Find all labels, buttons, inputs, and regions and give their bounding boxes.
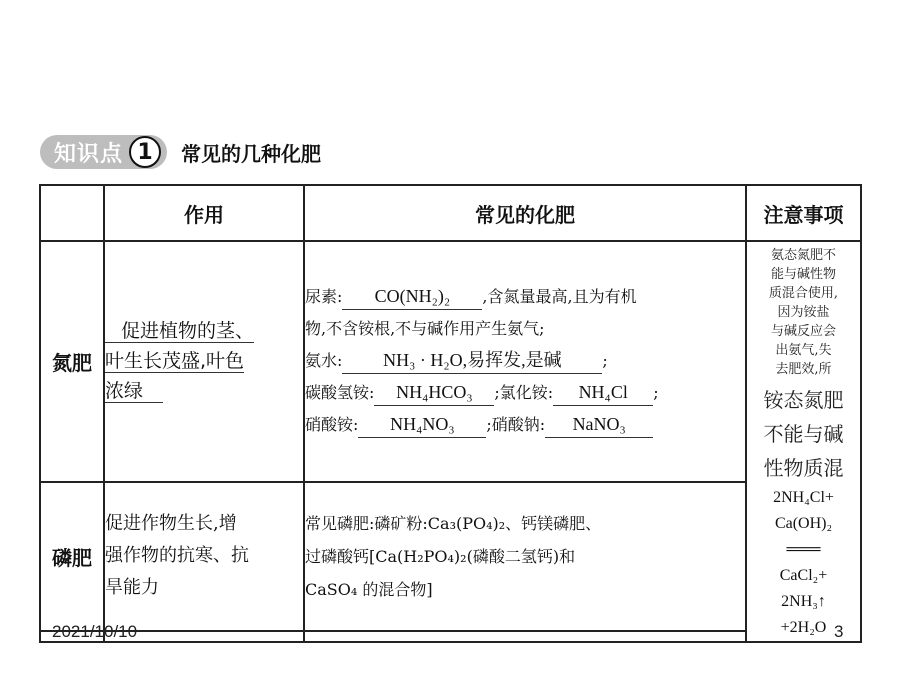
nitrogen-function-line-1: 促进植物的茎、 bbox=[105, 320, 254, 343]
equation-line-1: 2NH₄Cl+ bbox=[773, 489, 834, 506]
nitrogen-function-line-2: 叶生长茂盛,叶色 bbox=[105, 350, 245, 373]
equation-line-2: Ca(OH)₂ bbox=[774, 515, 833, 532]
notes-line-5: 与碱反应会 bbox=[770, 324, 836, 339]
knowledge-point-label: 知识点 bbox=[54, 141, 124, 167]
nitrogen-function bbox=[104, 241, 304, 482]
knowledge-point-badge bbox=[40, 135, 167, 169]
row-label-nitrogen: 氮肥 bbox=[40, 241, 104, 482]
bicarbonate-label: 碳酸氢铵: bbox=[305, 383, 375, 403]
equation-line-4: CaCl₂+ bbox=[779, 567, 828, 584]
ammonia-label: 氨水: bbox=[305, 351, 343, 371]
knowledge-point-title: 常见的几种化肥 bbox=[181, 141, 322, 166]
notes-line-7: 去肥效,所 bbox=[775, 362, 832, 377]
sodium-nitrate-formula: NaNO₃ bbox=[545, 411, 653, 438]
notes-big-line-2: 不能与碱 bbox=[763, 422, 844, 446]
sodium-nitrate-label: ;硝酸钠: bbox=[486, 415, 546, 435]
table-row-cutoff bbox=[40, 631, 861, 642]
notes-big-line-3: 性物质混 bbox=[763, 456, 844, 480]
phosphorus-line-3: CaSO₄ 的混合物] bbox=[305, 579, 433, 599]
table-row-phosphorus bbox=[40, 482, 861, 632]
header-notes: 注意事项 bbox=[746, 185, 861, 241]
cutoff-cell-3 bbox=[304, 631, 746, 642]
footer-date: 2021/10/10 bbox=[52, 622, 138, 641]
nitrate-label: 硝酸铵: bbox=[305, 415, 359, 435]
urea-desc-2: 物,不含铵根,不与碱作用产生氨气; bbox=[305, 319, 545, 339]
notes-line-4: 因为铵盐 bbox=[777, 305, 830, 320]
reaction-equation bbox=[747, 485, 860, 641]
nitrate-formula: NH₄NO₃ bbox=[358, 411, 486, 438]
header-empty bbox=[40, 185, 104, 241]
phosphorus-function-line-3: 旱能力 bbox=[105, 577, 159, 599]
phosphorus-function-line-1: 促进作物生长,增 bbox=[105, 513, 237, 535]
nitrogen-function-line-3: 浓绿 bbox=[105, 380, 163, 403]
notes-line-1: 氨态氮肥不 bbox=[770, 248, 836, 263]
table-row-nitrogen bbox=[40, 241, 861, 482]
chloride-end: ; bbox=[653, 383, 659, 403]
phosphorus-function-line-2: 强作物的抗寒、抗 bbox=[105, 545, 249, 567]
chloride-label: ;氯化铵: bbox=[494, 383, 554, 403]
notes-big-line-1: 铵态氮肥 bbox=[763, 388, 844, 412]
chloride-formula: NH₄Cl bbox=[553, 379, 653, 406]
phosphorus-function bbox=[104, 482, 304, 632]
knowledge-point-header bbox=[40, 134, 321, 170]
ammonia-formula: NH₃ · H₂O,易挥发,是碱 bbox=[342, 347, 602, 374]
equation-line-6: +2H₂O bbox=[780, 619, 827, 636]
notes-cell bbox=[746, 241, 861, 642]
row-label-phosphorus: 磷肥 bbox=[40, 482, 104, 632]
ammonia-end: ; bbox=[602, 351, 608, 371]
phosphorus-line-1: 常见磷肥:磷矿粉:Ca₃(PO₄)₂、钙镁磷肥、 bbox=[305, 513, 602, 533]
phosphorus-fertilizers bbox=[304, 482, 746, 632]
notes-small-text bbox=[747, 242, 860, 383]
fertilizer-table bbox=[39, 184, 862, 643]
notes-big-text bbox=[747, 383, 860, 485]
notes-line-2: 能与碱性物 bbox=[770, 267, 836, 282]
notes-line-6: 出氨气,失 bbox=[775, 343, 832, 358]
knowledge-point-number: 1 bbox=[129, 136, 161, 168]
equation-line-3: ═══ bbox=[786, 541, 821, 558]
notes-line-3: 质混合使用, bbox=[768, 286, 839, 301]
header-function: 作用 bbox=[104, 185, 304, 241]
header-fertilizers: 常见的化肥 bbox=[304, 185, 746, 241]
urea-formula: CO(NH₂)₂ bbox=[342, 283, 482, 310]
nitrogen-fertilizers bbox=[304, 241, 746, 482]
footer-page-number: 3 bbox=[834, 622, 844, 641]
phosphorus-line-2: 过磷酸钙[Ca(H₂PO₄)₂(磷酸二氢钙)和 bbox=[305, 546, 576, 566]
equation-line-5: 2NH₃↑ bbox=[781, 593, 826, 610]
urea-label: 尿素: bbox=[305, 287, 343, 307]
urea-desc: ,含氮量最高,且为有机 bbox=[482, 287, 637, 307]
table-header-row bbox=[40, 185, 861, 241]
bicarbonate-formula: NH₄HCO₃ bbox=[374, 379, 494, 406]
